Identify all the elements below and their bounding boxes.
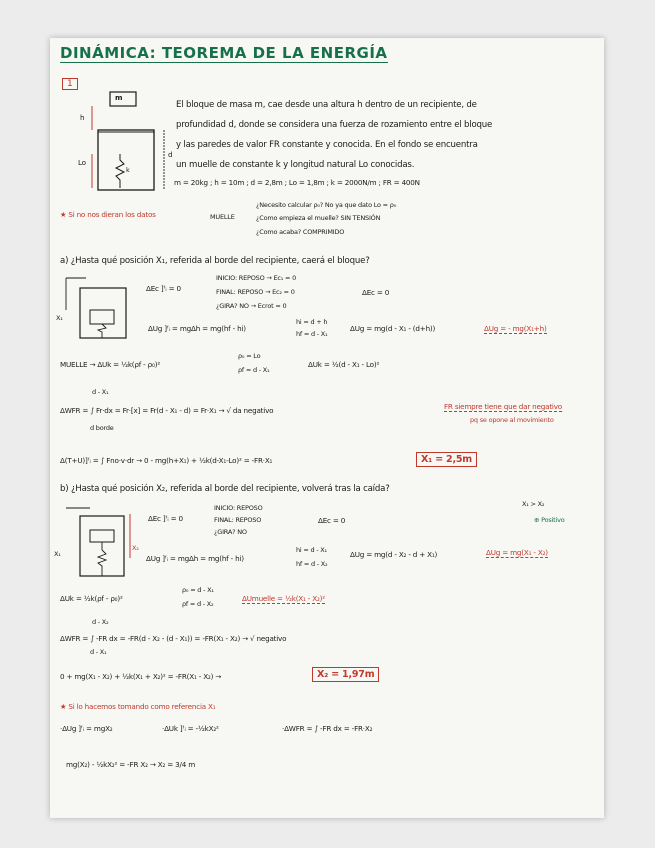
part-a-answer: X₁ = 2,5m — [416, 452, 477, 467]
part-a-duk: ΔUk = ½(d - X₁ - Lo)² — [308, 360, 380, 369]
part-a-diagram — [62, 270, 142, 350]
part-a-dug-final: ΔUg = - mg(X₁+h) — [484, 324, 547, 333]
part-a-muelle: MUELLE → ΔUk = ½k(ρf - ρ₀)² — [60, 360, 160, 369]
notebook-page — [50, 38, 604, 818]
spring-constant-label: k — [126, 166, 130, 174]
part-b-hi: hi = d - X₁ — [296, 546, 327, 554]
part-a-dug: ΔUg ]ᶠᵢ = mgΔh = mg(hf - hi) — [148, 324, 246, 333]
part-a-work-note-1: FR siempre tiene que dar negativo — [444, 402, 562, 411]
note-lead: ★ Si no nos dieran los datos — [60, 210, 156, 219]
part-b-work: ΔWFR = ∫ -FR dx = -FR(d - X₂ - (d - X₁)) = -FR(X₁ - X₂) → √ negativo — [60, 634, 287, 643]
part-b-duk-final: ΔUmuelle = ½k(X₁ - X₂)² — [242, 594, 325, 603]
part-a-work-note-2: pq se opone al movimiento — [470, 416, 554, 424]
part-a-work-lim-bottom: d borde — [90, 424, 114, 432]
part-a-work-lim-top: d - X₁ — [92, 388, 109, 396]
alt-heading: ★ Si lo hacemos tomando como referencia X₁ — [60, 702, 216, 711]
part-a-dec-result: ΔEc = 0 — [362, 288, 390, 297]
part-b-dec-result: ΔEc = 0 — [318, 516, 346, 525]
alt-line2: mg(X₂) - ½kX₂² = -FR X₂ → X₂ = 3/4 m — [66, 760, 196, 769]
part-b-rhof: ρf = d - X₂ — [182, 600, 214, 608]
part-a-x1-label: X₁ — [56, 314, 63, 322]
part-a-state-3: ¿GIRA? NO → Ecrot = 0 — [216, 302, 287, 310]
part-b-dug-result: ΔUg = mg(d - X₂ - d + X₁) — [350, 550, 438, 559]
part-b-side: X₁ > X₂ — [522, 500, 545, 508]
part-b-diagram — [60, 500, 140, 590]
part-b-dug: ΔUg ]ᶠᵢ = mgΔh = mg(hf - hi) — [146, 554, 244, 563]
depth-label: d — [168, 150, 173, 159]
part-b-work-lim-bottom: d - X₁ — [90, 648, 107, 656]
container-shape — [98, 130, 154, 190]
part-a-state-2: FINAL: REPOSO → Ec₂ = 0 — [216, 288, 295, 296]
alt-line1-b: ·ΔUk ]ᶠᵢ = -½kX₂² — [162, 724, 219, 733]
statement-line-4: un muelle de constante k y longitud natural Lo conocidas. — [176, 160, 415, 170]
note-item-3: ¿Como acaba? COMPRIMIDO — [256, 228, 345, 236]
part-b-dec: ΔEc ]ᶠᵢ = 0 — [148, 514, 183, 523]
part-a-dug-result: ΔUg = mg(d - X₁ - (d+h)) — [350, 324, 436, 333]
part-b-dug-final: ΔUg = mg(X₁ - X₂) — [486, 548, 548, 557]
part-b-state-3: ¿GIRA? NO — [214, 528, 247, 536]
part-b-energy: 0 + mg(X₁ - X₂) + ½k(X₁ + X₂)² = -FR(X₁ - X₂) → — [60, 672, 222, 681]
part-b-state-2: FINAL: REPOSO — [214, 516, 262, 524]
note-muelle: MUELLE — [210, 213, 235, 221]
statement-data: m = 20kg ; h = 10m ; d = 2,8m ; Lo = 1,8m ; k = 2000N/m ; FR = 400N — [174, 178, 420, 187]
problem-number: 1 — [62, 78, 78, 90]
statement-line-3: y las paredes de valor FR constante y conocida. En el fondo se encuentra — [176, 140, 478, 150]
part-a-rhof: ρf = d - X₁ — [238, 366, 270, 374]
part-a-question: a) ¿Hasta qué posición X₁, referida al borde del recipiente, caerá el bloque? — [60, 256, 370, 266]
natural-length-label: Lo — [78, 158, 86, 167]
part-b-state-1: INICIO: REPOSO — [214, 504, 263, 512]
part-b-duk: ΔUk = ½k(ρf - ρ₀)² — [60, 594, 123, 603]
part-b-hf: hf = d - X₂ — [296, 560, 328, 568]
part-a-rho0: ρ₀ = Lo — [238, 352, 261, 360]
part-a-dec: ΔEc ]ᶠᵢ = 0 — [146, 284, 181, 293]
statement-line-1: El bloque de masa m, cae desde una altura h dentro de un recipiente, de — [176, 100, 477, 110]
part-a-work: ΔWFR = ∫ Fr·dx = Fr·[x] = Fr(d - X₁ - d) = Fr·X₁ → √ da negativo — [60, 406, 274, 415]
note-item-1: ¿Necesito calcular ρ₀? No ya que dato Lo = ρ₀ — [256, 201, 397, 209]
note-item-2: ¿Como empieza el muelle? SIN TENSIÓN — [256, 214, 381, 222]
part-b-x1-label: X₁ — [54, 550, 61, 558]
part-b-x2-label: X₂ — [132, 544, 139, 552]
height-label: h — [80, 113, 85, 122]
alt-line1-c: ·ΔWFR = ∫ -FR dx = -FR·X₂ — [282, 724, 373, 733]
part-b-positive: ⊕ Positivo — [534, 516, 565, 524]
block-label: m — [115, 93, 123, 102]
part-a-state-1: INICIO: REPOSO → Ec₁ = 0 — [216, 274, 297, 282]
spring-shape — [116, 154, 124, 188]
part-a-hf: hf = d - X₁ — [296, 330, 328, 338]
part-b-rho0: ρ₀ = d - X₁ — [182, 586, 214, 594]
alt-line1-a: ·ΔUg ]ᶠᵢ = mgX₂ — [60, 724, 113, 733]
part-b-answer: X₂ = 1,97m — [312, 667, 379, 682]
statement-line-2: profundidad d, donde se considera una fuerza de rozamiento entre el bloque — [176, 120, 493, 130]
part-b-question: b) ¿Hasta qué posición X₂, referida al borde del recipiente, volverá tras la caída? — [60, 484, 390, 494]
part-a-hi: hi = d + h — [296, 318, 328, 326]
part-b-work-lim-top: d - X₂ — [92, 618, 109, 626]
block-shape — [110, 92, 136, 106]
part-a-energy: Δ(T+U)]ᶠᵢ = ∫ Fno·v·dr → 0 - mg(h+X₁) + ½k(d-X₁-Lo)² = -FR·X₁ — [60, 456, 273, 465]
page-title: DINÁMICA: TEOREMA DE LA ENERGÍA — [60, 44, 388, 62]
